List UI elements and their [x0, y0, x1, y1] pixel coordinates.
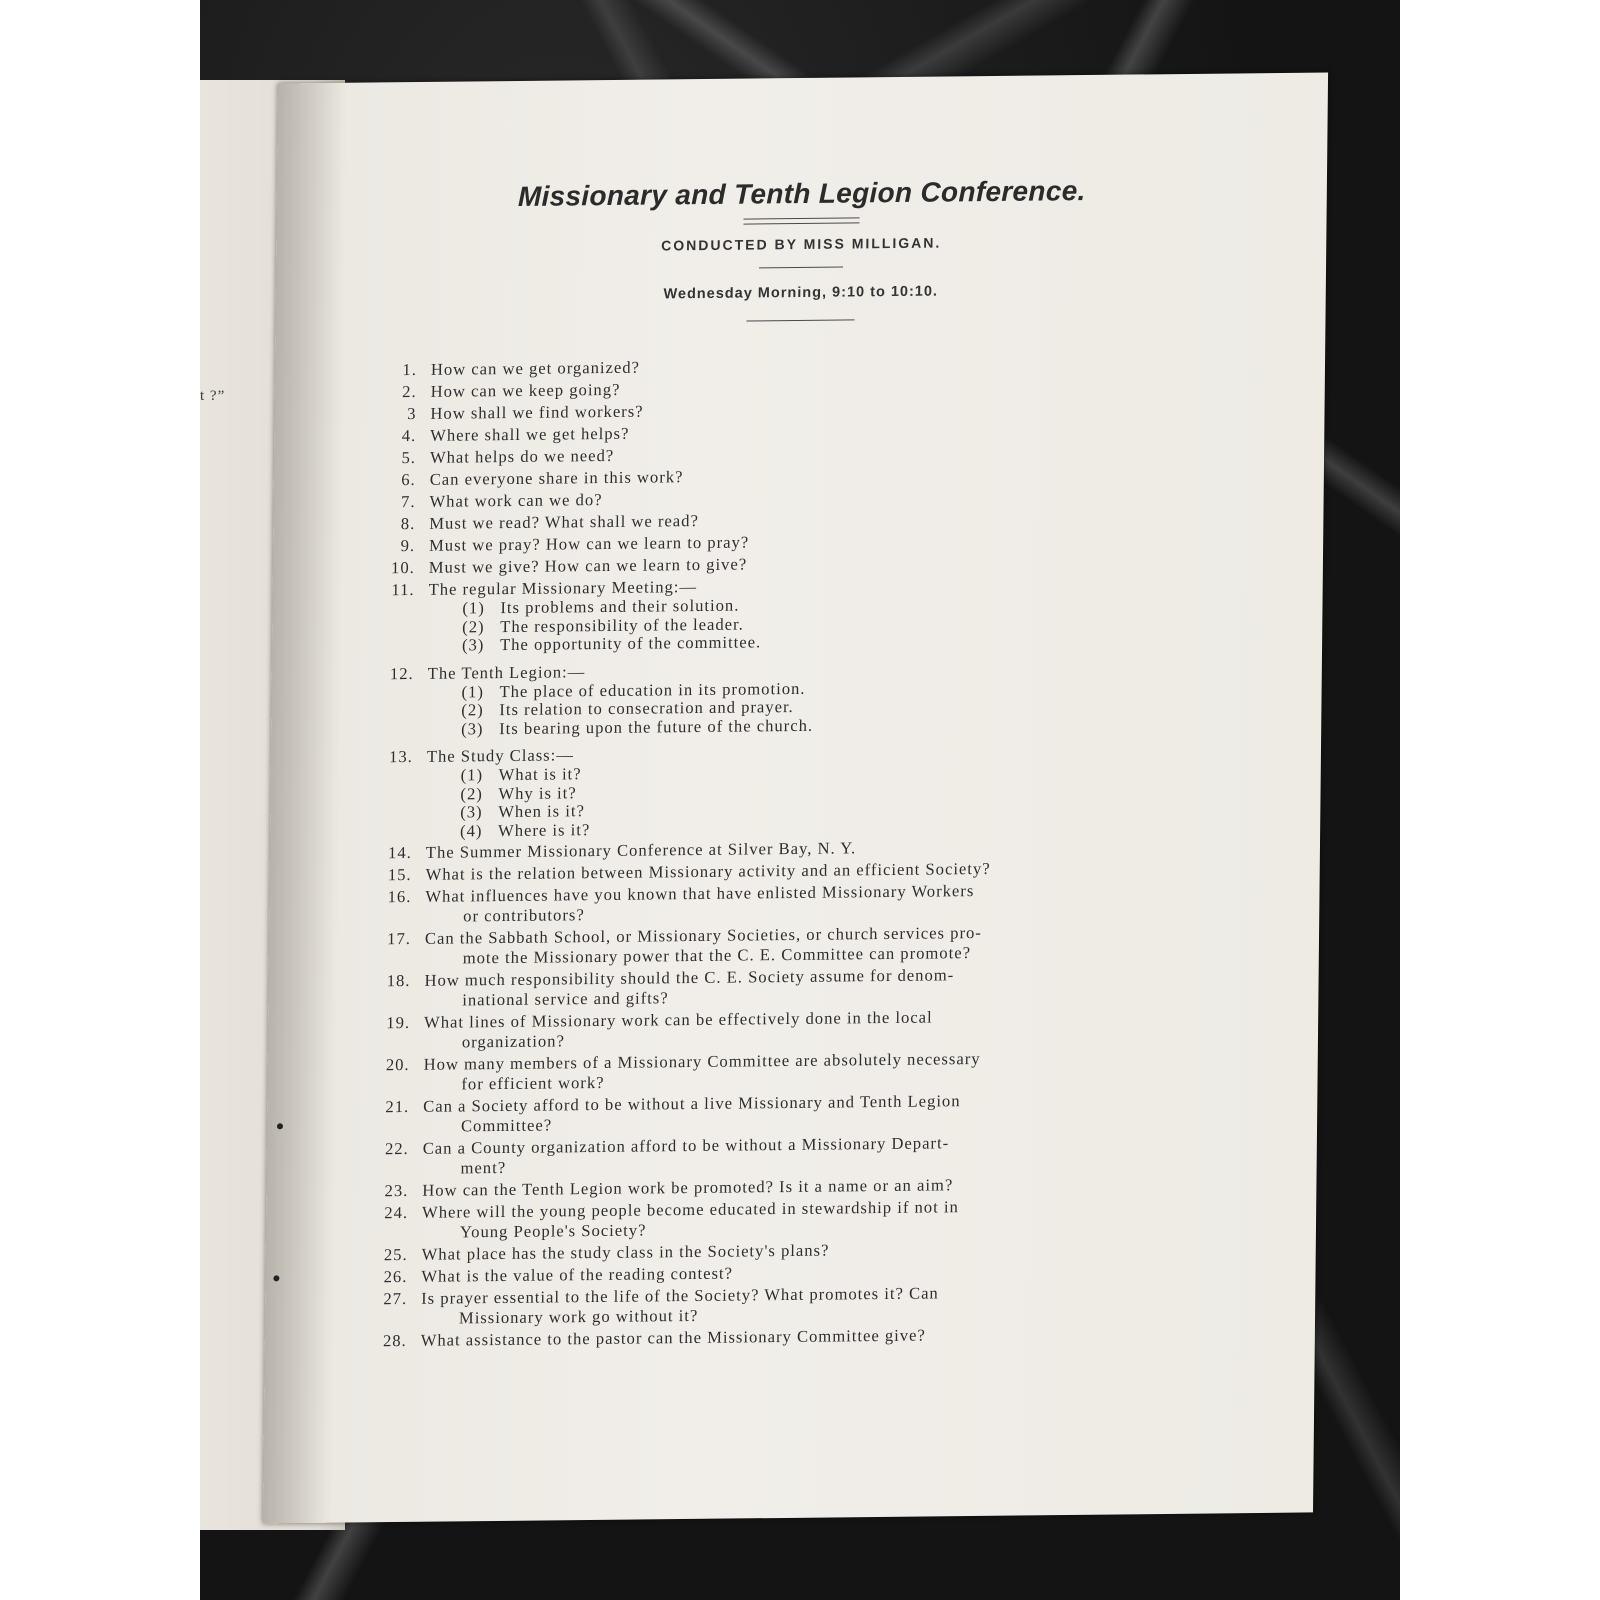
list-item: 5. What helps do we need?: [401, 445, 615, 468]
list-item: 2. How can we keep going?: [402, 379, 621, 402]
list-item: 13. The Study Class:— (1) What is it? (2) Why is it? (3) When is it? (4) Where is it?: [368, 739, 1219, 842]
list-item: 7. What work can we do?: [400, 490, 603, 512]
list-item: 8. Must we read? What shall we read?: [400, 511, 699, 534]
left-page-text-fragment: t ?”: [200, 388, 226, 404]
list-item: 23. How can the Tenth Legion work be promoted? Is it a name or an aim?: [384, 1175, 954, 1201]
list-item: 28. What assistance to the pastor can the Missionary Committee give?: [382, 1325, 926, 1351]
sub-item: (2) Its relation to consecration and prayer.: [461, 696, 794, 720]
list-item: 20. How many members of a Missionary Committee are absolutely necessary for efficient work?: [385, 1048, 981, 1094]
list-item: 16. What influences have you known that have enlisted Missionary Workers or contributors?: [387, 881, 975, 926]
list-item: 17. Can the Sabbath School, or Missionary Societies, or church services pro- mote the Missionary power that the C. E. Committee can promote?: [387, 922, 982, 968]
sub-item: (4) Where is it?: [460, 819, 591, 840]
subtitle-rule: [759, 267, 843, 269]
list-item: 22. Can a County organization afford to be without a Missionary Depart- ment?: [384, 1133, 950, 1178]
list-item: 9. Must we pray? How can we learn to pray?: [400, 532, 750, 556]
list-item: 12. The Tenth Legion:— (1) The place of education in its promotion. (2) Its relation to consecration and prayer. (3) Its bearing upon the future of the church.: [369, 655, 1220, 739]
sub-item: (3) The opportunity of the committee.: [461, 632, 762, 655]
schedule-line: Wednesday Morning, 9:10 to 10:10.: [663, 283, 939, 303]
sub-item: (3) Its bearing upon the future of the church.: [461, 715, 814, 738]
list-item: 21. Can a Society afford to be without a live Missionary and Tenth Legion Committee?: [385, 1091, 961, 1136]
conducted-by-line: CONDUCTED BY MISS MILLIGAN.: [661, 234, 942, 254]
sub-item: (2) The responsibility of the leader.: [462, 614, 744, 636]
list-item: 1. How can we get organized?: [402, 357, 641, 380]
title-rule-top: [744, 217, 860, 219]
list-item: 27. Is prayer essential to the life of the Society? What promotes it? Can Missionary work go without it?: [383, 1283, 939, 1328]
list-item: 24. Where will the young people become educated in stewardship if not in Young People's Society?: [384, 1197, 959, 1242]
list-item: 11. The regular Missionary Meeting:— (1) Its problems and their solution. (2) The responsibility of the leader. (3) The opportunity of the committee.: [370, 572, 1221, 656]
page-title: Missionary and Tenth Legion Conference.: [517, 175, 1086, 212]
list-item: 4. Where shall we get helps?: [401, 423, 630, 446]
list-item: 6. Can everyone share in this work?: [401, 467, 684, 490]
question-list: [363, 352, 1224, 1354]
sub-item: (1) What is it?: [460, 764, 582, 785]
sub-item: (1) The place of education in its promotion.: [461, 678, 806, 701]
list-item: 19. What lines of Missionary work can be effectively done in the local organization?: [386, 1007, 933, 1052]
list-item: 18. How much responsibility should the C. E. Society assume for denom- inational service and gifts?: [386, 965, 955, 1010]
sub-item: (3) When is it?: [460, 801, 585, 822]
list-item: 25. What place has the study class in the Society's plans?: [383, 1240, 830, 1265]
list-item: 3 How shall we find workers?: [407, 401, 644, 424]
list-item: 10. Must we give? How can we learn to give?: [390, 554, 748, 578]
pamphlet-page: [263, 73, 1328, 1524]
title-rule-bottom: [743, 222, 859, 224]
sub-item: (1) Its problems and their solution.: [462, 595, 740, 618]
sub-item: (2) Why is it?: [460, 782, 577, 803]
list-item: 15. What is the relation between Missionary activity and an efficient Society?: [387, 858, 991, 885]
list-item: 14. The Summer Missionary Conference at Silver Bay, N. Y.: [388, 838, 857, 863]
list-item: 26. What is the value of the reading contest?: [383, 1263, 734, 1287]
schedule-rule: [746, 319, 854, 321]
